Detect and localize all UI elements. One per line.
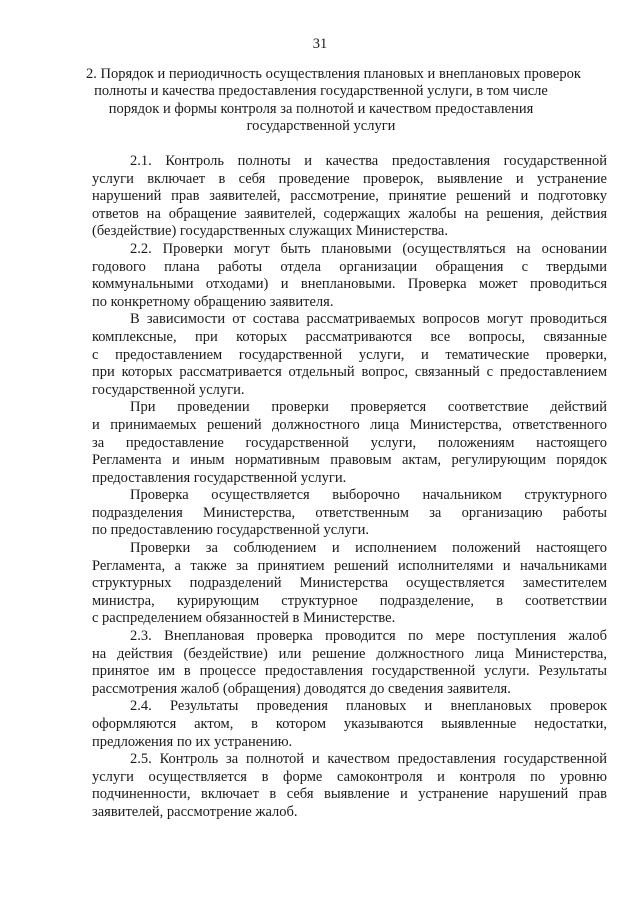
paragraph-line: государственной услуги. (92, 381, 245, 398)
paragraph-line: Регламента и иным нормативным правовым актам, регулирующим порядок (92, 452, 607, 469)
paragraph (92, 540, 607, 628)
paragraph-line: подчиненности, включает в себя выявление и устранение нарушений прав (92, 786, 607, 803)
paragraph-line: принятое им в процессе предоставления государственной услуги. Результаты (92, 663, 607, 680)
section-heading (86, 66, 581, 136)
heading-line: государственной услуги (246, 118, 396, 135)
paragraph-line: В зависимости от состава рассматриваемых вопросов могут проводиться (130, 311, 607, 328)
paragraph-line: Проверка осуществляется выборочно начальником структурного (130, 487, 607, 504)
paragraph-line: за предоставление государственной услуги, положениям настоящего (92, 434, 607, 451)
paragraph-line: 2.5. Контроль за полнотой и качеством предоставления государственной (130, 751, 607, 768)
paragraph-line: нарушений прав заявителей, рассмотрение, принятие решений и подготовку (92, 188, 607, 205)
paragraph-line: заявителей, рассмотрение жалоб. (92, 803, 298, 820)
paragraph-line: 2.1. Контроль полноты и качества предоставления государственной (130, 153, 607, 169)
paragraph (92, 153, 607, 241)
paragraph-line: При проведении проверки проверяется соответствие действий (130, 399, 607, 416)
paragraph-line: Проверки за соблюдением и исполнением положений настоящего (130, 540, 607, 557)
paragraph-line: комплексные, при которых рассматриваются все вопросы, связанные (92, 328, 607, 345)
paragraph-line: годового плана работы отдела организации обращения с твердыми (92, 258, 607, 275)
paragraph-line: и принимаемых решений должностного лица Министерства, ответственного (92, 416, 607, 433)
paragraph (92, 751, 607, 821)
paragraph-line: министра, курирующим структурное подразделение, в соответствии (92, 592, 607, 609)
heading-line: 2. Порядок и периодичность осуществления плановых и внеплановых проверок (86, 66, 581, 82)
paragraph (92, 241, 607, 311)
paragraph-line: услуги включает в себя проведение проверок, выявление и устранение (92, 170, 607, 187)
paragraph (92, 487, 607, 540)
paragraph-line: при которых рассматривается отдельный вопрос, связанный с предоставлением (92, 364, 607, 381)
heading-line: полноты и качества предоставления государственной услуги, в том числе (94, 83, 548, 100)
paragraph-line: по конкретному обращению заявителя. (92, 293, 334, 310)
paragraph-line: подразделения Министерства, ответственным за организацию работы (92, 504, 607, 521)
paragraph-line: Регламента, а также за принятием решений исполнителями и начальниками (92, 557, 607, 574)
page-number: 31 (312, 36, 328, 52)
paragraph-line: 2.4. Результаты проведения плановых и внеплановых проверок (130, 698, 607, 715)
paragraph-line: 2.2. Проверки могут быть плановыми (осуществляться на основании (130, 240, 607, 257)
paragraph-line: коммунальными отходами) и внеплановыми. Проверка может проводиться (92, 276, 607, 293)
paragraph-line: услуги осуществляется в форме самоконтроля и контроля по уровню (92, 768, 607, 785)
paragraph (92, 628, 607, 698)
paragraph-line: 2.3. Внеплановая проверка проводится по мере поступления жалоб (130, 628, 607, 645)
document-body (92, 153, 607, 822)
paragraph-line: предложения по их устранению. (92, 733, 293, 750)
paragraph-line: по предоставлению государственной услуги. (92, 522, 370, 539)
paragraph-line: (бездействие) государственных служащих Министерства. (92, 223, 448, 240)
paragraph-line: с распределением обязанностей в Министерстве. (92, 610, 396, 627)
paragraph-line: на действия (бездействие) или решение должностного лица Министерства, (92, 645, 607, 662)
paragraph-line: предоставления государственной услуги. (92, 469, 347, 486)
paragraph (92, 311, 607, 399)
paragraph-line: с предоставлением государственной услуги, и тематические проверки, (92, 346, 607, 363)
heading-line: порядок и формы контроля за полнотой и качеством предоставления (108, 100, 534, 117)
paragraph-line: оформляются актом, в котором указываются выявленные недостатки, (92, 716, 607, 732)
paragraph (92, 698, 607, 751)
paragraph-line: рассмотрения жалоб (обращения) доводятся до сведения заявителя. (92, 680, 511, 697)
paragraph-line: структурных подразделений Министерства осуществляется заместителем (92, 575, 607, 592)
paragraph (92, 399, 607, 487)
paragraph-line: ответов на обращение заявителей, содержащих жалобы на решения, действия (92, 205, 607, 222)
